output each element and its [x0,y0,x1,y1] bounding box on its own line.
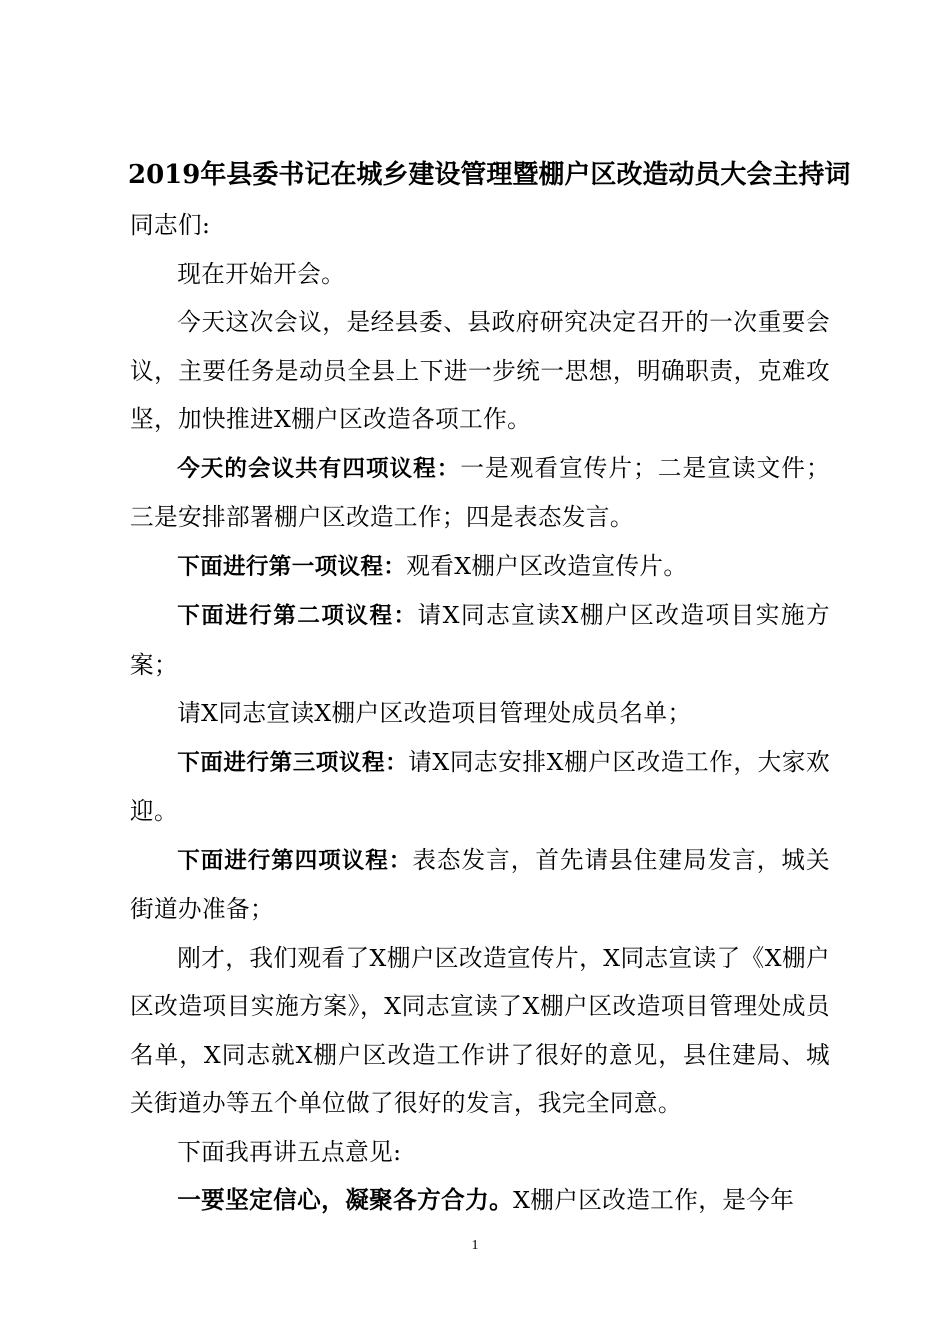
agenda-item-1-lead: 下面进行第一项议程： [177,553,407,580]
page-number: 1 [471,1238,479,1253]
agenda-item-4-lead: 下面进行第四项议程： [177,847,413,874]
document-body [130,201,830,1225]
document-title: 2019年县委书记在城乡建设管理暨棚户区改造动员大会主持词 [128,160,851,190]
agenda-item-3-lead: 下面进行第三项议程： [177,749,409,776]
agenda-lead: 今天的会议共有四项议程： [177,455,461,482]
salutation: 同志们: [130,211,211,239]
paragraph [130,738,830,836]
paragraph: 刚才，我们观看了X棚户区改造宣传片，X同志宣读了《X棚户区改造项目实施方案》，X同志宣读了X棚户区改造项目管理处成员名单，X同志就X棚户区改造工作讲了很好的意见，县住建局、城关街道办等五个单位做了很好的发言，我完全同意。 [130,943,830,1117]
paragraph-text: 表态发言，首先请县住建局发言，城关街道办准备； [130,845,830,923]
paragraph [130,542,830,592]
agenda-item-2-lead: 下面进行第二项议程： [177,603,418,629]
paragraph [130,444,830,542]
paragraph-text: 一是观看宣传片；二是宣读文件；三是安排部署棚户区改造工作；四是表态发言。 [130,453,830,531]
point-1-lead: 一要坚定信心，凝聚各方合力。 [177,1186,514,1214]
paragraph [130,836,830,934]
paragraph: 今天这次会议，是经县委、县政府研究决定召开的一次重要会议，主要任务是动员全县上下进一步统一思想，明确职责，克难攻坚，加快推进X棚户区改造各项工作。 [130,308,830,433]
paragraph: 请X同志宣读X棚户区改造项目管理处成员名单； [177,699,692,727]
paragraph-text: 请X同志安排X棚户区改造工作，大家欢迎。 [130,747,830,825]
paragraph: 现在开始开会。 [177,259,346,288]
paragraph [130,591,830,689]
paragraph-text: X棚户区改造工作，是今年 [513,1186,795,1214]
paragraph: 下面我再讲五点意见: [177,1137,402,1166]
paragraph-text: 请X同志宣读X棚户区改造项目实施方案； [130,601,830,679]
paragraph [130,1176,830,1225]
paragraph-text: 观看X棚户区改造宣传片。 [406,551,688,580]
